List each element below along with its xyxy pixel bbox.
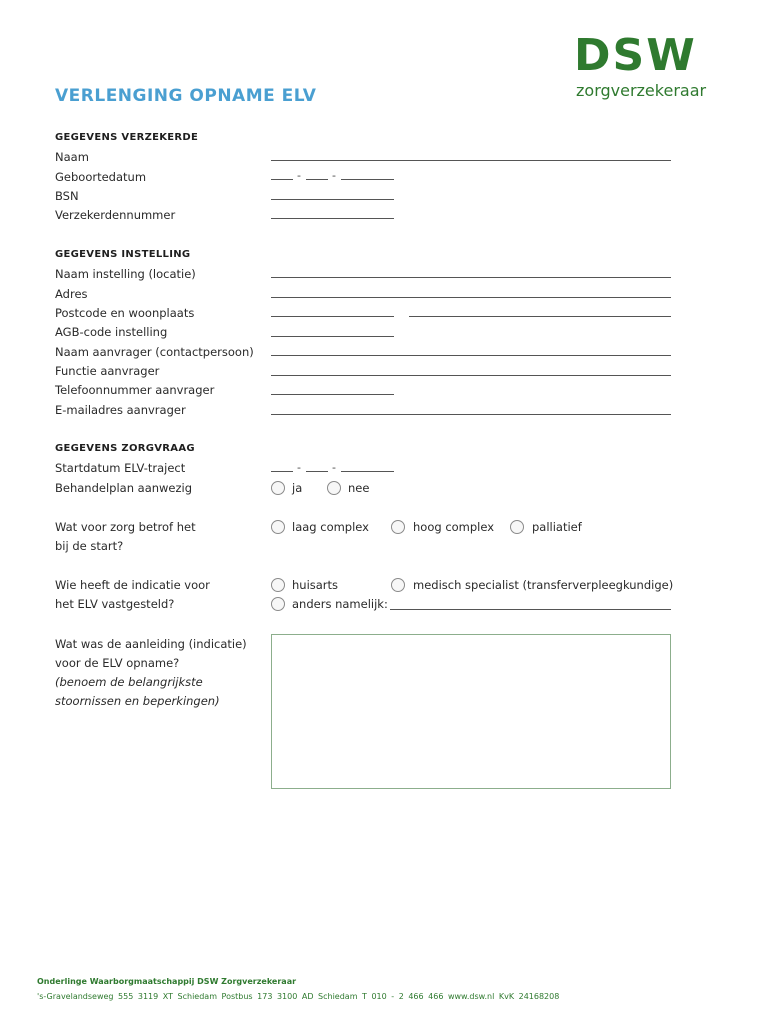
care-high-label: hoog complex [413, 520, 495, 534]
label-requester-name: Naam aanvrager (contactpersoon) [55, 345, 254, 359]
indication-other-field[interactable] [390, 609, 671, 610]
label-reason-line2: voor de ELV opname? [55, 656, 180, 670]
label-bsn: BSN [55, 189, 79, 203]
dsw-logo: DSW [574, 30, 697, 81]
policy-number-field[interactable] [271, 218, 394, 219]
agb-code-field[interactable] [271, 336, 394, 337]
dob-day-field[interactable] [271, 179, 293, 180]
start-year-field[interactable] [341, 471, 394, 472]
reason-textarea[interactable] [271, 634, 671, 789]
start-date-separator: - [297, 461, 301, 474]
start-date-separator: - [332, 461, 336, 474]
dob-separator: - [297, 169, 301, 182]
reason-hint-line1: (benoem de belangrijkste [55, 675, 203, 689]
label-care-type-line1: Wat voor zorg betrof het [55, 520, 196, 534]
section-heading-care: GEGEVENS ZORGVRAAG [55, 443, 195, 454]
start-day-field[interactable] [271, 471, 293, 472]
plan-no-radio[interactable] [327, 481, 341, 495]
label-reason-line1: Wat was de aanleiding (indicatie) [55, 637, 247, 651]
care-low-label: laag complex [292, 520, 369, 534]
label-address: Adres [55, 287, 88, 301]
reason-hint-line2: stoornissen en beperkingen) [55, 694, 220, 708]
address-field[interactable] [271, 297, 671, 298]
label-treatment-plan: Behandelplan aanwezig [55, 481, 193, 495]
form-title: VERLENGING OPNAME ELV [55, 86, 317, 106]
dob-month-field[interactable] [306, 179, 328, 180]
plan-no-label: nee [348, 481, 370, 495]
indication-gp-radio[interactable] [271, 578, 285, 592]
plan-yes-radio[interactable] [271, 481, 285, 495]
label-requester-phone: Telefoonnummer aanvrager [55, 383, 215, 397]
label-requester-email: E-mailadres aanvrager [55, 403, 186, 417]
requester-function-field[interactable] [271, 375, 671, 376]
dob-separator: - [332, 169, 336, 182]
plan-yes-label: ja [292, 481, 303, 495]
requester-email-field[interactable] [271, 414, 671, 415]
indication-other-label: anders namelijk: [292, 597, 388, 611]
footer-address: 's-Gravelandseweg 555 3119 XT Schiedam Postbus 173 3100 AD Schiedam T 010 - 2 466 466 www.dsw.nl KvK 24168208 [37, 992, 560, 1001]
label-institution-name: Naam instelling (locatie) [55, 267, 196, 281]
label-indication-line2: het ELV vastgesteld? [55, 597, 175, 611]
care-low-radio[interactable] [271, 520, 285, 534]
section-heading-institution: GEGEVENS INSTELLING [55, 249, 191, 260]
label-name: Naam [55, 150, 89, 164]
label-indication-line1: Wie heeft de indicatie voor [55, 578, 210, 592]
label-agb-code: AGB-code instelling [55, 325, 168, 339]
indication-specialist-radio[interactable] [391, 578, 405, 592]
requester-phone-field[interactable] [271, 394, 394, 395]
start-month-field[interactable] [306, 471, 328, 472]
dob-year-field[interactable] [341, 179, 394, 180]
dsw-logo-subtitle: zorgverzekeraar [576, 81, 707, 100]
label-care-type-line2: bij de start? [55, 539, 124, 553]
name-field[interactable] [271, 160, 671, 161]
label-start-date: Startdatum ELV-traject [55, 461, 186, 475]
indication-specialist-label: medisch specialist (transferverpleegkundige) [413, 578, 674, 592]
bsn-field[interactable] [271, 199, 394, 200]
care-palliative-radio[interactable] [510, 520, 524, 534]
care-high-radio[interactable] [391, 520, 405, 534]
care-palliative-label: palliatief [532, 520, 582, 534]
label-requester-function: Functie aanvrager [55, 364, 160, 378]
requester-name-field[interactable] [271, 355, 671, 356]
label-dob: Geboortedatum [55, 170, 147, 184]
institution-name-field[interactable] [271, 277, 671, 278]
postal-code-field[interactable] [271, 316, 394, 317]
footer-company: Onderlinge Waarborgmaatschappij DSW Zorgverzekeraar [37, 977, 297, 986]
label-policy-number: Verzekerdennummer [55, 208, 176, 222]
section-heading-insured: GEGEVENS VERZEKERDE [55, 132, 199, 143]
indication-gp-label: huisarts [292, 578, 339, 592]
city-field[interactable] [409, 316, 671, 317]
label-postal-city: Postcode en woonplaats [55, 306, 195, 320]
indication-other-radio[interactable] [271, 597, 285, 611]
